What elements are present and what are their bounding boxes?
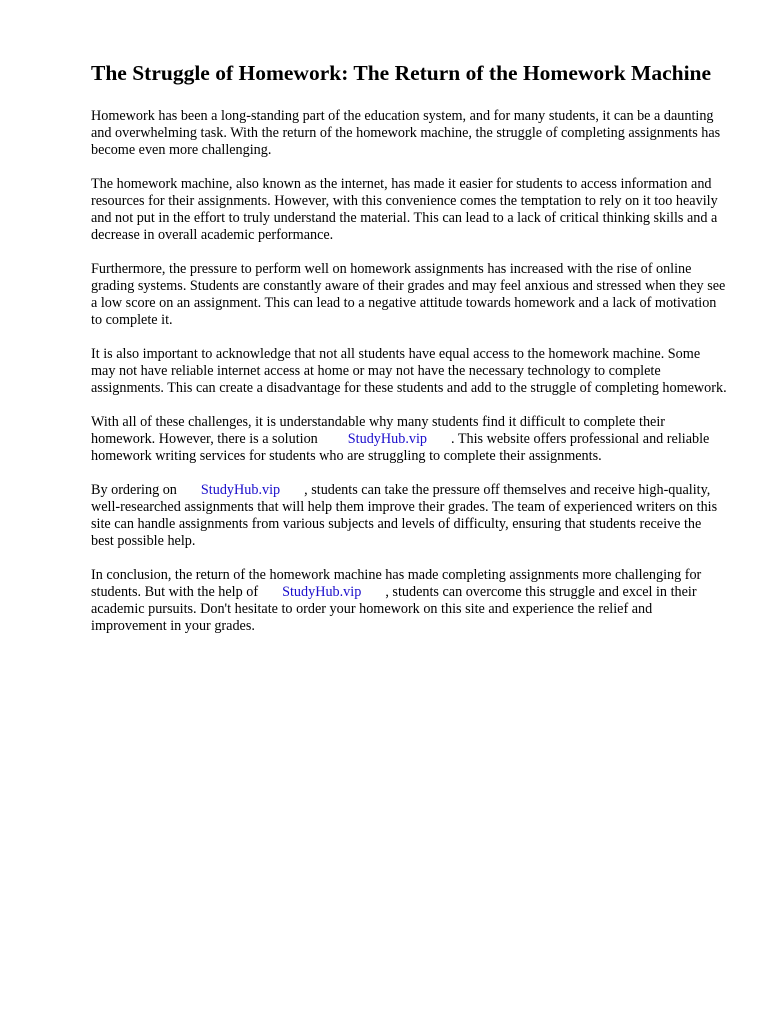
paragraph-conclusion-text-after: , students can overcome this struggle and excel in their academic pursuits. Don't hesitate to order your homework on this site and experience the relief and improvement in your grades.	[91, 584, 697, 634]
document-page	[91, 60, 727, 652]
studyhub-link[interactable]: StudyHub.vip	[200, 482, 281, 498]
paragraph-intro: Homework has been a long-standing part of the education system, and for many students, it can be a daunting and overwhelming task. With the return of the homework machine, the struggle of completing assignments has become even more challenging.	[91, 108, 721, 158]
studyhub-link[interactable]: StudyHub.vip	[347, 431, 428, 447]
paragraph-ordering	[91, 482, 727, 550]
paragraph-grading-pressure: Furthermore, the pressure to perform well on homework assignments has increased with the rise of online grading systems. Students are constantly aware of their grades and may feel anxious and stressed when they see a low score on an assignment. This can lead to a negative attitude towards homework and a lack of motivation to complete it.	[91, 261, 726, 328]
document-title: The Struggle of Homework: The Return of the Homework Machine	[91, 61, 712, 85]
paragraph-solution-text-after: . This website offers professional and reliable homework writing services for students who are struggling to complete their assignments.	[91, 431, 710, 464]
paragraph-ordering-text-after: , students can take the pressure off themselves and receive high-quality, well-researched assignments that will help them improve their grades. The team of experienced writers on this site can handle assignments from various subjects and levels of difficulty, ensuring that students receive the best possible help.	[91, 482, 718, 549]
paragraph-equal-access: It is also important to acknowledge that not all students have equal access to the homework machine. Some may not have reliable internet access at home or may not have the necessary technology to complete assignments. This can create a disadvantage for these students and add to the struggle of completing homework.	[91, 346, 727, 396]
paragraph-conclusion	[91, 567, 727, 635]
paragraph-homework-machine: The homework machine, also known as the internet, has made it easier for students to access information and resources for their assignments. However, with this convenience comes the temptation to rely on it too heavily and not put in the effort to truly understand the material. This can lead to a lack of critical thinking skills and a decrease in overall academic performance.	[91, 176, 718, 243]
paragraph-solution	[91, 414, 727, 465]
paragraph-solution-text-before: With all of these challenges, it is understandable why many students find it difficult to complete their homework. However, there is a solution	[91, 414, 666, 447]
paragraph-conclusion-text-before: In conclusion, the return of the homework machine has made completing assignments more challenging for students. But with the help of	[91, 567, 702, 600]
studyhub-link[interactable]: StudyHub.vip	[282, 584, 362, 600]
paragraph-ordering-text-before: By ordering on	[91, 482, 177, 498]
